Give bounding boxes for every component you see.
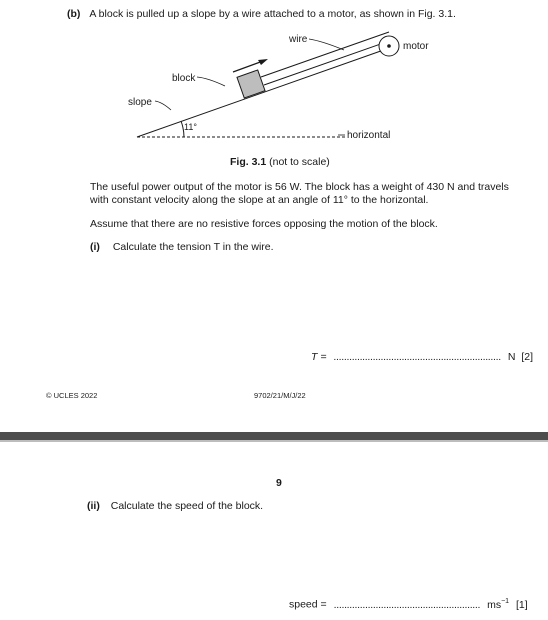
wire-leader — [309, 39, 344, 50]
part-ii-text: Calculate the speed of the block. — [110, 500, 264, 512]
marks-speed: [1] — [516, 598, 528, 611]
part-i-line — [90, 241, 274, 253]
answer-unit-tension: N — [507, 351, 516, 363]
block-label: block — [172, 73, 196, 84]
body-paragraph-1: The useful power output of the motor is 56 W. The block has a weight of 430 N and travels with constant velocity along the slope at an angle of 11° to the horizontal. — [90, 181, 509, 206]
answer-line-speed — [289, 598, 528, 611]
footer-code: 9702/21/M/J/22 — [254, 391, 306, 400]
block-leader — [197, 77, 225, 86]
part-ii-line — [87, 500, 263, 512]
page-separator-shadow — [0, 440, 548, 442]
slope-label: slope — [128, 97, 152, 108]
part-i-label: (i) — [90, 241, 100, 253]
arrow-head-icon — [258, 59, 268, 65]
angle-label: 11° — [184, 122, 197, 132]
question-intro: A block is pulled up a slope by a wire attached to a motor, as shown in Fig. 3.1. — [89, 8, 456, 20]
answer-line-tension — [311, 351, 533, 363]
part-label: (b) — [67, 8, 81, 20]
answer-prefix-speed: speed = — [289, 598, 327, 611]
figure-caption-rest: (not to scale) — [266, 156, 330, 168]
part-i-text: Calculate the tension T in the wire. — [112, 241, 274, 253]
motor-axle-icon — [387, 44, 391, 48]
answer-field-speed[interactable]: ........................................................ — [333, 598, 481, 611]
wire-line — [264, 40, 392, 85]
answer-unit-exponent: −1 — [501, 598, 510, 605]
page-separator — [0, 432, 548, 440]
question-intro-line — [67, 8, 456, 20]
part-ii-label: (ii) — [87, 500, 100, 512]
motion-arrow — [233, 61, 263, 72]
answer-unit-speed: ms — [487, 598, 502, 611]
slope-leader — [155, 101, 171, 110]
page-number: 9 — [276, 477, 282, 489]
answer-field-tension[interactable]: ................................................................ — [333, 351, 501, 363]
footer-copyright: © UCLES 2022 — [46, 391, 98, 400]
body-paragraph-2: Assume that there are no resistive forces opposing the motion of the block. — [90, 218, 438, 230]
marks-tension: [2] — [521, 351, 534, 363]
answer-prefix-tension: T = — [311, 351, 327, 363]
figure-caption — [230, 156, 330, 168]
horizontal-label: horizontal — [347, 130, 391, 141]
wire-label: wire — [289, 34, 308, 45]
figure-caption-bold: Fig. 3.1 — [230, 156, 267, 168]
motor-label: motor — [403, 41, 429, 52]
